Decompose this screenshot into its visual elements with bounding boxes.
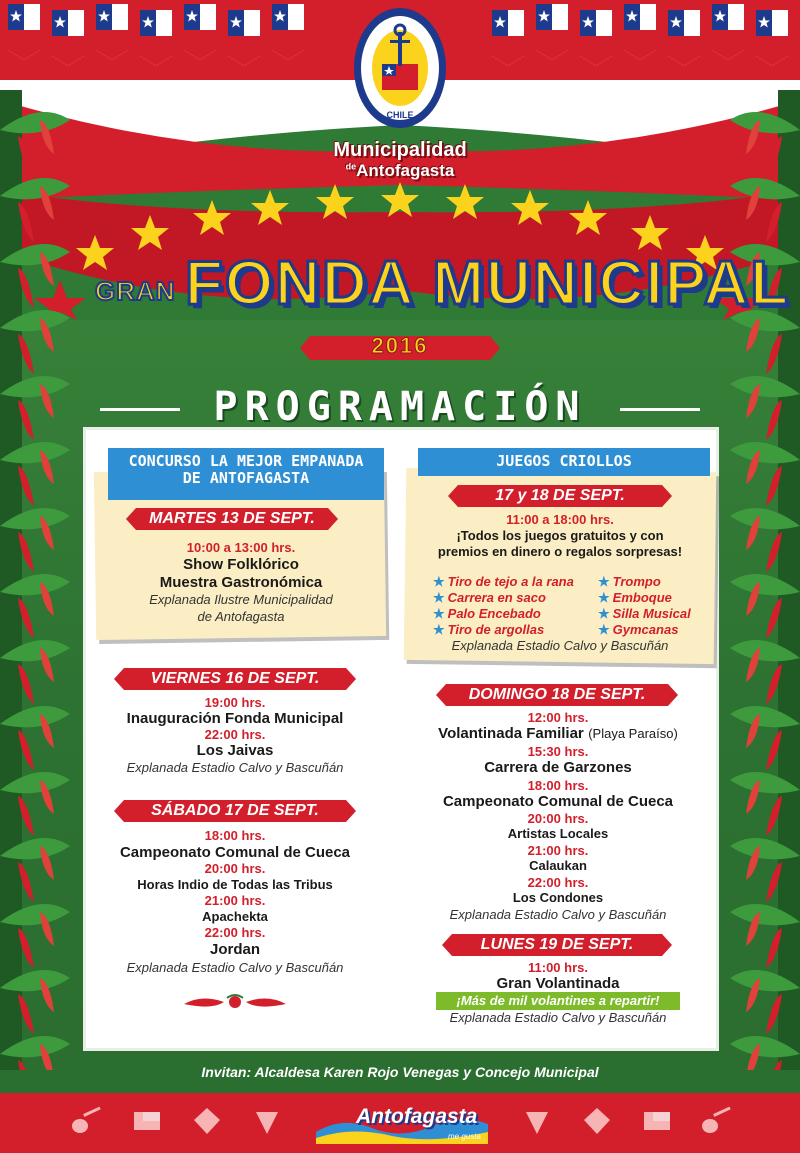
chile-flag-icon: [8, 4, 40, 60]
star-bullet-icon: ★: [433, 574, 445, 589]
game-left-0: [433, 574, 574, 590]
municipality-city: Antofagasta: [356, 161, 455, 180]
volantines-highlight: ¡Más de mil volantines a repartir!: [436, 992, 680, 1010]
programacion-heading: PROGRAMACIÓN: [213, 384, 587, 430]
chile-flag-icon: [130, 1106, 164, 1136]
time-domingo-2: 15:30 hrs.: [527, 744, 589, 759]
time-domingo-1: 12:00 hrs.: [527, 710, 589, 725]
chile-flag-icon: [184, 4, 216, 60]
empanada-heading-line2: DE ANTOFAGASTA: [182, 469, 310, 488]
chile-flag-icon: [52, 10, 84, 66]
time-sabado-2: 20:00 hrs.: [204, 861, 266, 876]
star-bullet-icon: ★: [598, 622, 610, 637]
time-domingo-4: 20:00 hrs.: [527, 811, 589, 826]
event-cueca-domingo: Campeonato Comunal de Cueca: [442, 793, 674, 810]
kite-icon: [190, 1106, 224, 1136]
game-left-1: [433, 590, 546, 606]
game-right-2: [598, 606, 691, 622]
municipality-line2: [300, 162, 500, 179]
chile-flag-icon: [492, 10, 524, 66]
event-volantinada-familiar: Volantinada Familiar: [438, 725, 584, 742]
game-left-label: Carrera en saco: [447, 590, 546, 605]
footer-tagline: me gusta: [448, 1132, 481, 1141]
place-martes-2: de Antofagasta: [197, 609, 285, 624]
juegos-heading: JUEGOS CRIOLLOS: [418, 448, 710, 476]
time-domingo-3: 18:00 hrs.: [527, 778, 589, 793]
place-sabado: Explanada Estadio Calvo y Bascuñán: [126, 960, 344, 975]
chile-flag-icon: [228, 10, 260, 66]
event-show-folklorico: Show Folklórico: [183, 556, 299, 573]
chile-flag-icon: [96, 4, 128, 60]
star-bullet-icon: ★: [598, 606, 610, 621]
chile-flag-icon: [272, 4, 304, 60]
guitar-icon: [700, 1106, 734, 1136]
date-juegos: 17 y 18 DE SEPT.: [458, 485, 662, 507]
left-plant-decoration: [0, 90, 90, 1070]
time-martes: 10:00 a 13:00 hrs.: [186, 540, 296, 555]
spinning-top-icon: [520, 1106, 554, 1136]
game-left-label: Tiro de tejo a la rana: [447, 574, 574, 589]
chili-ornament: [182, 992, 288, 1014]
kite-icon: [580, 1106, 614, 1136]
event-gran-volantinada: Gran Volantinada: [496, 975, 620, 992]
date-domingo: DOMINGO 18 DE SEPT.: [446, 684, 668, 706]
chile-flag-icon: [668, 10, 700, 66]
time-sabado-4: 22:00 hrs.: [204, 925, 266, 940]
municipal-emblem: [352, 6, 448, 130]
guitar-icon: [70, 1106, 104, 1136]
event-title: [95, 248, 791, 332]
place-viernes: Explanada Estadio Calvo y Bascuñán: [126, 760, 344, 775]
event-cueca-sabado: Campeonato Comunal de Cueca: [119, 844, 351, 861]
event-horas-indio: Horas Indio de Todas las Tribus: [137, 877, 333, 892]
event-apachekta: Apachekta: [202, 909, 268, 924]
game-left-2: [433, 606, 541, 622]
chile-flag-icon: [756, 10, 788, 66]
event-los-jaivas: Los Jaivas: [196, 742, 274, 759]
chile-flag-icon: [624, 4, 656, 60]
time-lunes: 11:00 hrs.: [528, 960, 588, 975]
date-lunes: LUNES 19 DE SEPT.: [452, 934, 662, 956]
time-sabado-1: 18:00 hrs.: [204, 828, 266, 843]
empanada-heading: [108, 448, 384, 500]
time-domingo-5: 21:00 hrs.: [527, 843, 589, 858]
chile-flag-icon: [580, 10, 612, 66]
footer-brand: Antofagasta: [356, 1105, 478, 1128]
time-domingo-6: 22:00 hrs.: [527, 875, 589, 890]
star-bullet-icon: ★: [433, 622, 445, 637]
game-right-1: [598, 590, 672, 606]
time-viernes-2: 22:00 hrs.: [204, 727, 266, 742]
empanada-heading-line1: CONCURSO LA MEJOR EMPANADA: [128, 452, 364, 470]
event-artistas-locales: Artistas Locales: [507, 826, 609, 841]
date-viernes: VIERNES 16 DE SEPT.: [124, 668, 346, 690]
event-volantinada-note: (Playa Paraíso): [588, 726, 678, 741]
right-plant-decoration: [710, 90, 800, 1070]
chile-flag-icon: [536, 4, 568, 60]
game-right-label: Emboque: [612, 590, 672, 605]
date-martes: MARTES 13 DE SEPT.: [136, 508, 328, 530]
time-sabado-3: 21:00 hrs.: [204, 893, 266, 908]
chile-flag-icon: [640, 1106, 674, 1136]
place-domingo: Explanada Estadio Calvo y Bascuñán: [449, 907, 667, 922]
game-right-label: Trompo: [612, 574, 661, 589]
spinning-top-icon: [250, 1106, 284, 1136]
game-left-label: Tiro de argollas: [447, 622, 545, 637]
game-right-3: [598, 622, 678, 638]
invitation-credit: Invitan: Alcaldesa Karen Rojo Venegas y Concejo Municipal: [201, 1064, 599, 1080]
date-sabado: SÁBADO 17 DE SEPT.: [124, 800, 346, 822]
emblem-country: CHILE: [386, 110, 414, 120]
domingo-event1-row: [410, 725, 706, 743]
event-jordan: Jordan: [209, 941, 260, 958]
time-juegos: 11:00 a 18:00 hrs.: [506, 512, 614, 527]
star-bullet-icon: ★: [598, 574, 610, 589]
game-right-label: Silla Musical: [612, 606, 691, 621]
game-left-label: Palo Encebado: [447, 606, 541, 621]
place-martes-1: Explanada Ilustre Municipalidad: [149, 592, 333, 607]
event-inauguracion: Inauguración Fonda Municipal: [126, 710, 344, 727]
star-bullet-icon: ★: [433, 606, 445, 621]
title-year: 2016: [371, 333, 429, 358]
event-los-condones: Los Condones: [512, 890, 604, 905]
juegos-desc-1: ¡Todos los juegos gratuitos y con: [456, 528, 664, 543]
event-muestra-gastronomica: Muestra Gastronómica: [159, 574, 323, 591]
chile-flag-icon: [712, 4, 744, 60]
title-gran: GRAN: [95, 276, 176, 306]
event-calaukan: Calaukan: [529, 858, 587, 873]
juegos-desc-2: premios en dinero o regalos sorpresas!: [437, 544, 683, 559]
municipality-name: [300, 140, 500, 179]
place-lunes: Explanada Estadio Calvo y Bascuñán: [449, 1010, 667, 1025]
time-viernes-1: 19:00 hrs.: [204, 695, 266, 710]
game-right-label: Gymcanas: [612, 622, 679, 637]
municipality-line1: Municipalidad: [333, 139, 467, 161]
title-main: FONDA MUNICIPAL: [185, 249, 791, 318]
game-left-3: [433, 622, 544, 638]
place-juegos: Explanada Estadio Calvo y Bascuñán: [451, 638, 669, 653]
game-right-0: [598, 574, 661, 590]
event-carrera-garzones: Carrera de Garzones: [484, 759, 632, 776]
municipality-de: de: [345, 161, 357, 172]
star-bullet-icon: ★: [433, 590, 445, 605]
star-bullet-icon: ★: [598, 590, 610, 605]
chile-flag-icon: [140, 10, 172, 66]
